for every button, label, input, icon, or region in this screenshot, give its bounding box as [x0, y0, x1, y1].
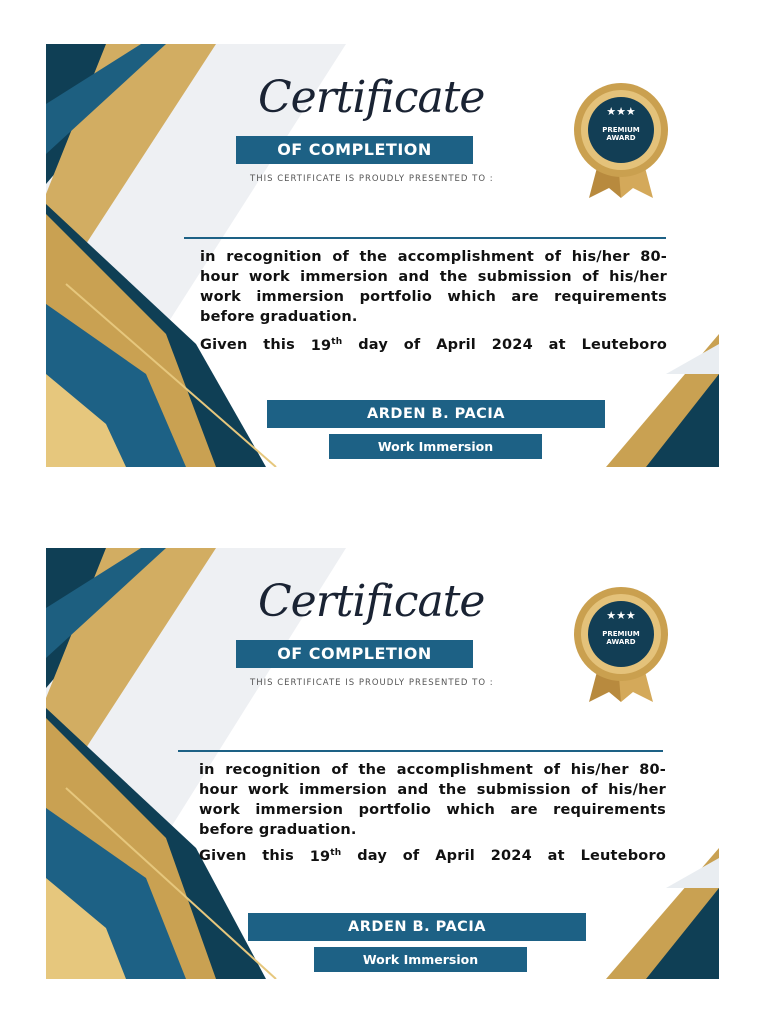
signatory-role: Work Immersion: [329, 434, 542, 459]
given-word: April: [436, 337, 476, 353]
given-place: Leuteboro: [580, 848, 666, 864]
recipient-underline: [178, 750, 663, 752]
given-day: 19th: [310, 337, 343, 354]
premium-award-badge: [564, 80, 678, 198]
recipient-underline: [184, 237, 666, 239]
signatory-name: ARDEN B. PACIA: [248, 913, 586, 941]
badge-line-1: PREMIUM: [602, 630, 640, 638]
given-word: of: [402, 848, 420, 864]
badge-line-2: AWARD: [606, 134, 636, 142]
given-word: this: [263, 337, 295, 353]
certificate-2: [46, 548, 719, 979]
given-word: 2024: [491, 337, 533, 353]
given-word: Given: [200, 337, 248, 353]
three-stars-icon: ★★★: [606, 609, 636, 622]
certificate-title: Certificate: [258, 72, 485, 123]
premium-award-badge: [564, 584, 678, 702]
given-word: April: [435, 848, 475, 864]
presented-to-text: THIS CERTIFICATE IS PROUDLY PRESENTED TO :: [250, 174, 494, 184]
given-line: [200, 337, 667, 354]
given-day: 19th: [309, 848, 342, 865]
given-word: day: [357, 848, 387, 864]
given-word: Given: [199, 848, 247, 864]
given-line: [199, 848, 666, 865]
three-stars-icon: ★★★: [606, 105, 636, 118]
presented-to-text: THIS CERTIFICATE IS PROUDLY PRESENTED TO :: [250, 678, 494, 688]
given-word: at: [548, 337, 566, 353]
badge-line-2: AWARD: [606, 638, 636, 646]
certificate-1: [46, 44, 719, 467]
of-completion-banner: OF COMPLETION: [236, 136, 473, 164]
given-word: of: [403, 337, 421, 353]
recognition-text: in recognition of the accomplishment of his/her 80-hour work immersion and the submission of his/her work immersion portfolio which are requirements before graduation.: [199, 762, 666, 838]
of-completion-banner: OF COMPLETION: [236, 640, 473, 668]
given-word: day: [358, 337, 388, 353]
badge-line-1: PREMIUM: [602, 126, 640, 134]
given-word: 2024: [490, 848, 532, 864]
given-word: at: [547, 848, 565, 864]
given-place: Leuteboro: [581, 337, 667, 353]
given-word: this: [262, 848, 294, 864]
recognition-text: in recognition of the accomplishment of his/her 80-hour work immersion and the submission of his/her work immersion portfolio which are requirements before graduation.: [200, 249, 667, 325]
certificate-title: Certificate: [258, 576, 485, 627]
signatory-name: ARDEN B. PACIA: [267, 400, 605, 428]
signatory-role: Work Immersion: [314, 947, 527, 972]
